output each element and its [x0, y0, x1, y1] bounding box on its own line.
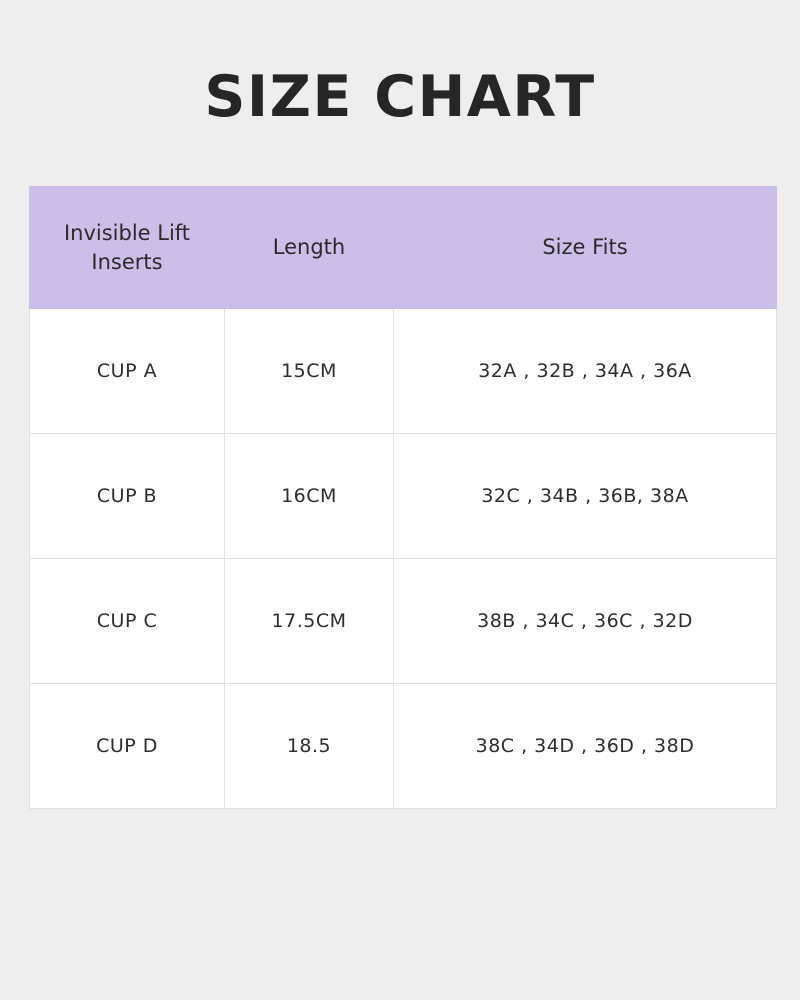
size-chart-table-container	[29, 186, 773, 809]
table-row	[30, 309, 777, 434]
cell-size-fits: 38B , 34C , 36C , 32D	[394, 559, 777, 684]
column-header-size-fits-label: Size Fits	[542, 235, 628, 260]
column-header-length	[225, 187, 394, 309]
table-header-row	[30, 187, 777, 309]
cell-size-fits: 32C , 34B , 36B, 38A	[394, 434, 777, 559]
column-header-inserts-label: Invisible Lift Inserts	[63, 221, 191, 274]
table-body	[30, 309, 777, 809]
cell-length: 15CM	[225, 309, 394, 434]
cell-insert: CUP D	[30, 684, 225, 809]
page-title: SIZE CHART	[204, 64, 596, 130]
column-header-inserts	[30, 187, 225, 309]
cell-length: 17.5CM	[225, 559, 394, 684]
table-row	[30, 684, 777, 809]
cell-size-fits: 38C , 34D , 36D , 38D	[394, 684, 777, 809]
cell-insert: CUP A	[30, 309, 225, 434]
table-row	[30, 559, 777, 684]
column-header-length-label: Length	[272, 235, 346, 260]
column-header-size-fits	[394, 187, 777, 309]
cell-length: 18.5	[225, 684, 394, 809]
cell-size-fits: 32A , 32B , 34A , 36A	[394, 309, 777, 434]
cell-length: 16CM	[225, 434, 394, 559]
table-row	[30, 434, 777, 559]
cell-insert: CUP C	[30, 559, 225, 684]
cell-insert: CUP B	[30, 434, 225, 559]
table-header	[30, 187, 777, 309]
size-chart-table	[29, 186, 777, 809]
